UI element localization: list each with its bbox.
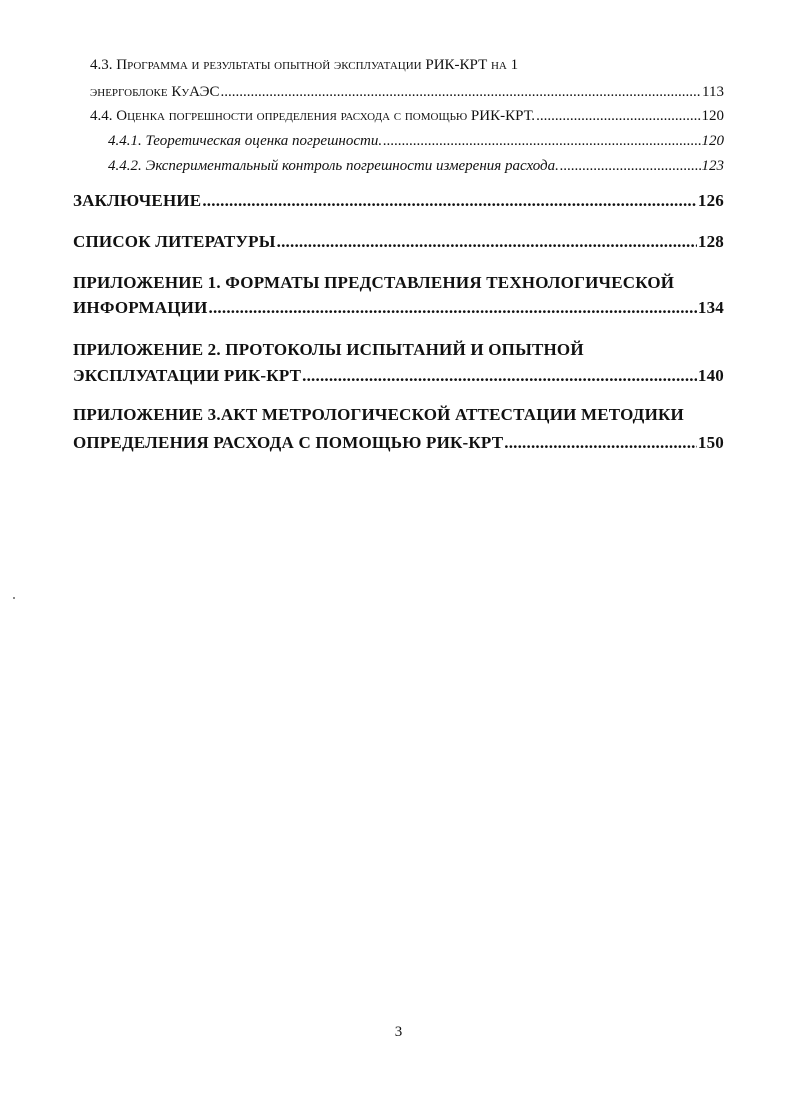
- toc-entry-appendix-1[interactable]: [73, 298, 724, 318]
- toc-entry-appendix-3-line2: ОПРЕДЕЛЕНИЯ РАСХОДА С ПОМОЩЬЮ РИК-КРТ: [73, 433, 504, 452]
- toc-entry-appendix-2-line2: ЭКСПЛУАТАЦИИ РИК-КРТ: [73, 366, 302, 385]
- page-number: 3: [394, 1024, 403, 1040]
- toc-entry-4-3-line1: 4.3. Программа и результаты опытной эксплуатации РИК-КРТ на 1: [90, 57, 519, 73]
- toc-entry-4-4-2[interactable]: [108, 158, 724, 175]
- toc-entry-title: 4.4. Оценка погрешности определения расхода с помощью РИК-КРТ.: [90, 108, 536, 124]
- toc-entry-title: 4.4.1. Теоретическая оценка погрешности.: [108, 133, 383, 149]
- dot-leader: [536, 108, 700, 125]
- toc-entry-4-3[interactable]: [90, 84, 724, 101]
- toc-page-number: 120: [701, 108, 724, 124]
- toc-entry-appendix-2-line1: ПРИЛОЖЕНИЕ 2. ПРОТОКОЛЫ ИСПЫТАНИЙ И ОПЫТНОЙ: [73, 340, 584, 359]
- toc-entry-appendix-1-line1: ПРИЛОЖЕНИЕ 1. ФОРМАТЫ ПРЕДСТАВЛЕНИЯ ТЕХНОЛОГИЧЕСКОЙ: [73, 273, 675, 292]
- toc-entry-title: ЗАКЛЮЧЕНИЕ: [73, 191, 202, 210]
- toc-entry-appendix-3[interactable]: [73, 433, 724, 453]
- dot-leader: [277, 232, 697, 252]
- dot-leader: [220, 84, 701, 101]
- toc-entry-4-4[interactable]: [90, 108, 724, 125]
- toc-entry-4-4-1[interactable]: [108, 133, 724, 150]
- toc-page-number: 120: [701, 133, 724, 149]
- dot-leader: [302, 366, 697, 386]
- toc-page-number: 128: [697, 232, 724, 251]
- toc-page-number: 126: [697, 191, 724, 210]
- toc-entry-title: 4.4.2. Экспериментальный контроль погрешности измерения расхода.: [108, 158, 559, 174]
- toc-page-number: 113: [702, 84, 724, 100]
- scan-speck: [13, 597, 15, 599]
- toc-entry-conclusion[interactable]: [73, 191, 724, 211]
- toc-page-number: 140: [697, 366, 724, 385]
- dot-leader: [209, 298, 697, 318]
- toc-entry-references[interactable]: [73, 232, 724, 252]
- toc-page-number: 123: [701, 158, 724, 174]
- toc-entry-4-3-line2: энергоблоке КуАЭС: [90, 84, 220, 100]
- toc-page-number: 134: [697, 298, 724, 317]
- dot-leader: [202, 191, 697, 211]
- dot-leader: [560, 158, 701, 175]
- toc-page-number: 150: [697, 433, 724, 452]
- toc-entry-appendix-3-line1: ПРИЛОЖЕНИЕ 3.АКТ МЕТРОЛОГИЧЕСКОЙ АТТЕСТАЦИИ МЕТОДИКИ: [73, 405, 684, 424]
- toc-entry-appendix-1-line2: ИНФОРМАЦИИ: [73, 298, 208, 317]
- dot-leader: [504, 433, 697, 453]
- toc-entry-appendix-2[interactable]: [73, 366, 724, 386]
- dot-leader: [383, 133, 700, 150]
- toc-entry-title: СПИСОК ЛИТЕРАТУРЫ: [73, 232, 276, 251]
